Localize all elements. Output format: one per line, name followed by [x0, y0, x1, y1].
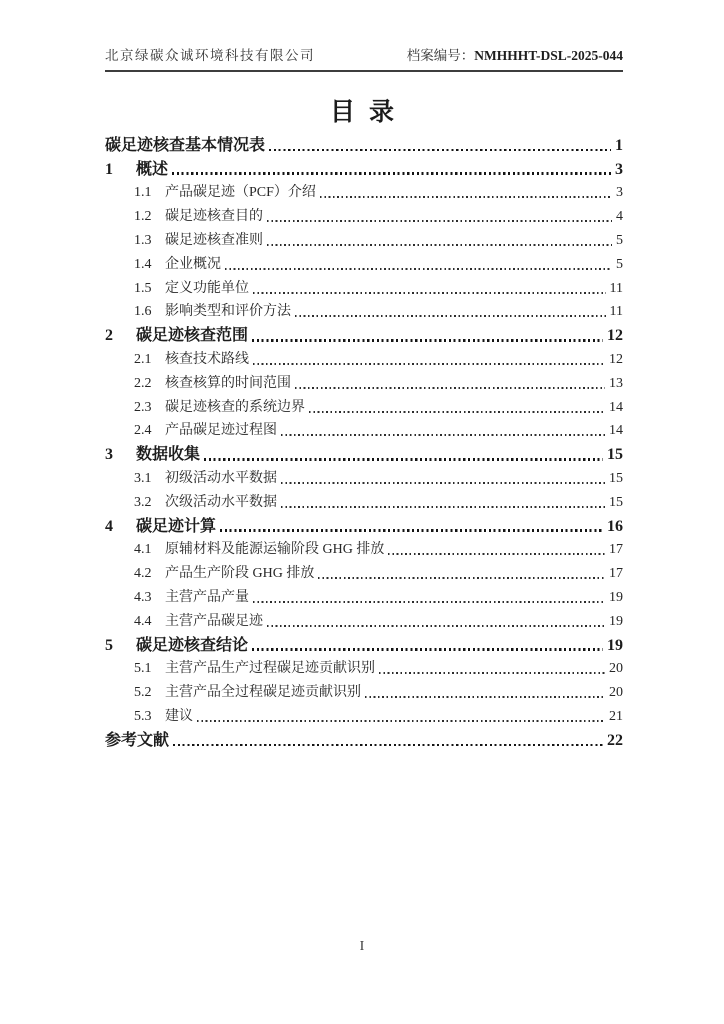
- toc-entry-label: 碳足迹核查结论: [136, 636, 249, 654]
- toc-entry-number: 2.2: [134, 375, 152, 391]
- dot-leader: [267, 220, 612, 222]
- toc-entry-number: 5: [105, 636, 113, 654]
- doc-number: [407, 44, 623, 64]
- toc-entry-page: 20: [609, 661, 623, 677]
- toc-entry-number: 5.1: [134, 661, 152, 677]
- toc-entry: [105, 369, 623, 393]
- dot-leader: [204, 458, 603, 461]
- toc-entry-number: 3.2: [134, 494, 152, 510]
- toc-entry-label: 核查技术路线: [165, 351, 249, 367]
- toc-entry-number: 4: [105, 517, 113, 535]
- dot-leader: [269, 149, 611, 152]
- dot-leader: [281, 506, 605, 508]
- toc-entry: [105, 393, 623, 417]
- toc-list: [105, 131, 623, 750]
- dot-leader: [267, 625, 605, 627]
- toc-entry: [105, 274, 623, 298]
- toc-entry-label: 主营产品碳足迹: [165, 613, 263, 629]
- toc-entry: [105, 440, 623, 464]
- toc-entry: [105, 155, 623, 179]
- toc-entry: [105, 226, 623, 250]
- toc-entry-page: 17: [609, 542, 623, 558]
- toc-entry-label: 主营产品全过程碳足迹贡献识别: [165, 685, 361, 701]
- toc-entry-page: 14: [609, 399, 623, 415]
- toc-entry: [105, 298, 623, 322]
- toc-entry-page: 15: [609, 470, 623, 486]
- toc-entry-number: 2.3: [134, 399, 152, 415]
- dot-leader: [318, 577, 605, 579]
- toc-entry-number: 4.4: [134, 613, 152, 629]
- toc-entry-label: 碳足迹核查的系统边界: [165, 399, 305, 415]
- dot-leader: [225, 268, 612, 270]
- toc-entry: [105, 702, 623, 726]
- toc-entry: [105, 488, 623, 512]
- toc-entry-label: 碳足迹计算: [136, 517, 217, 535]
- toc-entry-number: 1.2: [134, 209, 152, 225]
- toc-entry-label: 碳足迹核查准则: [165, 232, 263, 248]
- toc-entry-label: 参考文献: [105, 731, 170, 749]
- dot-leader: [252, 339, 603, 342]
- toc-entry-number: 3: [105, 446, 113, 464]
- toc-entry: [105, 607, 623, 631]
- toc-entry-label: 主营产品生产过程碳足迹贡献识别: [165, 661, 375, 677]
- toc-entry-page: 11: [609, 304, 623, 320]
- toc-entry-number: 1.5: [134, 280, 152, 296]
- toc-entry: [105, 417, 623, 441]
- toc-entry-page: 3: [616, 185, 623, 201]
- dot-leader: [253, 601, 605, 603]
- toc-entry: [105, 655, 623, 679]
- toc-entry-page: 19: [609, 589, 623, 605]
- doc-number-value: NMHHHT-DSL-2025-044: [474, 48, 623, 63]
- toc-entry-page: 13: [609, 375, 623, 391]
- toc-entry-number: 5.3: [134, 708, 152, 724]
- toc-entry-page: 19: [607, 636, 623, 654]
- toc-entry-label: 定义功能单位: [165, 280, 249, 296]
- toc-entry-page: 5: [616, 232, 623, 248]
- toc-entry: [105, 464, 623, 488]
- toc-entry-label: 企业概况: [165, 256, 221, 272]
- toc-entry: [105, 202, 623, 226]
- toc-entry: [105, 536, 623, 560]
- dot-leader: [172, 172, 611, 175]
- toc-entry-label: 核查核算的时间范围: [165, 375, 291, 391]
- toc-entry-label: 建议: [165, 708, 193, 724]
- toc-entry-number: 1.4: [134, 256, 152, 272]
- toc-entry-number: 1.3: [134, 232, 152, 248]
- toc-entry-page: 19: [609, 613, 623, 629]
- toc-entry-page: 22: [607, 731, 623, 749]
- toc-entry: [105, 250, 623, 274]
- toc-entry-number: 1.6: [134, 304, 152, 320]
- toc-entry: [105, 321, 623, 345]
- toc-entry-page: 1: [615, 136, 623, 154]
- toc-entry: [105, 559, 623, 583]
- toc-entry-label: 原辅材料及能源运输阶段 GHG 排放: [165, 542, 385, 558]
- toc-entry-page: 16: [607, 517, 623, 535]
- toc-entry-page: 15: [607, 446, 623, 464]
- dot-leader: [365, 696, 605, 698]
- page-header: [105, 44, 623, 72]
- toc-entry-label: 数据收集: [136, 446, 201, 464]
- toc-entry: [105, 726, 623, 750]
- toc-entry-page: 14: [609, 423, 623, 439]
- dot-leader: [281, 482, 605, 484]
- toc-entry-number: 1.1: [134, 185, 152, 201]
- toc-entry-page: 15: [609, 494, 623, 510]
- doc-number-label: 档案编号：: [406, 48, 475, 63]
- toc-entry-label: 产品碳足迹过程图: [165, 423, 277, 439]
- toc-entry: [105, 583, 623, 607]
- toc-entry-label: 碳足迹核查范围: [136, 327, 249, 345]
- toc-entry-label: 碳足迹核查基本情况表: [105, 136, 266, 154]
- toc-entry-number: 2.4: [134, 423, 152, 439]
- toc-entry-number: 3.1: [134, 470, 152, 486]
- toc-entry-page: 5: [616, 256, 623, 272]
- toc-entry: [105, 345, 623, 369]
- toc-entry-number: 4.3: [134, 589, 152, 605]
- dot-leader: [379, 672, 605, 674]
- toc-entry: [105, 179, 623, 203]
- dot-leader: [253, 363, 605, 365]
- dot-leader: [281, 434, 605, 436]
- toc-entry-page: 17: [609, 566, 623, 582]
- toc-entry: [105, 631, 623, 655]
- dot-leader: [253, 292, 606, 294]
- toc-entry-label: 影响类型和评价方法: [165, 304, 291, 320]
- toc-entry-number: 2.1: [134, 351, 152, 367]
- toc-entry-number: 5.2: [134, 685, 152, 701]
- toc-entry-label: 产品碳足迹（PCF）介绍: [165, 185, 316, 201]
- toc-entry: [105, 131, 623, 155]
- toc-entry-page: 20: [609, 685, 623, 701]
- dot-leader: [252, 648, 603, 651]
- dot-leader: [295, 315, 606, 317]
- toc-entry-label: 概述: [136, 160, 169, 178]
- toc-entry: [105, 512, 623, 536]
- toc-entry-number: 1: [105, 160, 113, 178]
- toc-entry-page: 11: [609, 280, 623, 296]
- dot-leader: [320, 196, 612, 198]
- toc-entry-label: 次级活动水平数据: [165, 494, 277, 510]
- toc-entry-page: 12: [607, 327, 623, 345]
- toc-entry-page: 4: [616, 209, 623, 225]
- toc-entry-number: 2: [105, 327, 113, 345]
- dot-leader: [173, 744, 603, 747]
- toc-entry-number: 4.1: [134, 542, 152, 558]
- toc-entry-label: 碳足迹核查目的: [165, 209, 263, 225]
- page-footer: [0, 939, 724, 955]
- dot-leader: [267, 244, 612, 246]
- toc-entry-number: 4.2: [134, 566, 152, 582]
- dot-leader: [197, 720, 605, 722]
- toc-entry-page: 21: [609, 708, 623, 724]
- page-number: I: [359, 939, 365, 954]
- toc-entry: [105, 678, 623, 702]
- toc-entry-label: 产品生产阶段 GHG 排放: [165, 566, 315, 582]
- toc-title: 目录: [329, 99, 408, 126]
- dot-leader: [295, 387, 605, 389]
- company-name: 北京绿碳众诚环境科技有限公司: [105, 48, 315, 63]
- dot-leader: [309, 411, 605, 413]
- toc-entry-page: 3: [615, 160, 623, 178]
- toc-entry-label: 主营产品产量: [165, 589, 249, 605]
- toc-entry-page: 12: [609, 351, 623, 367]
- dot-leader: [388, 553, 605, 555]
- dot-leader: [220, 529, 603, 532]
- toc-entry-label: 初级活动水平数据: [165, 470, 277, 486]
